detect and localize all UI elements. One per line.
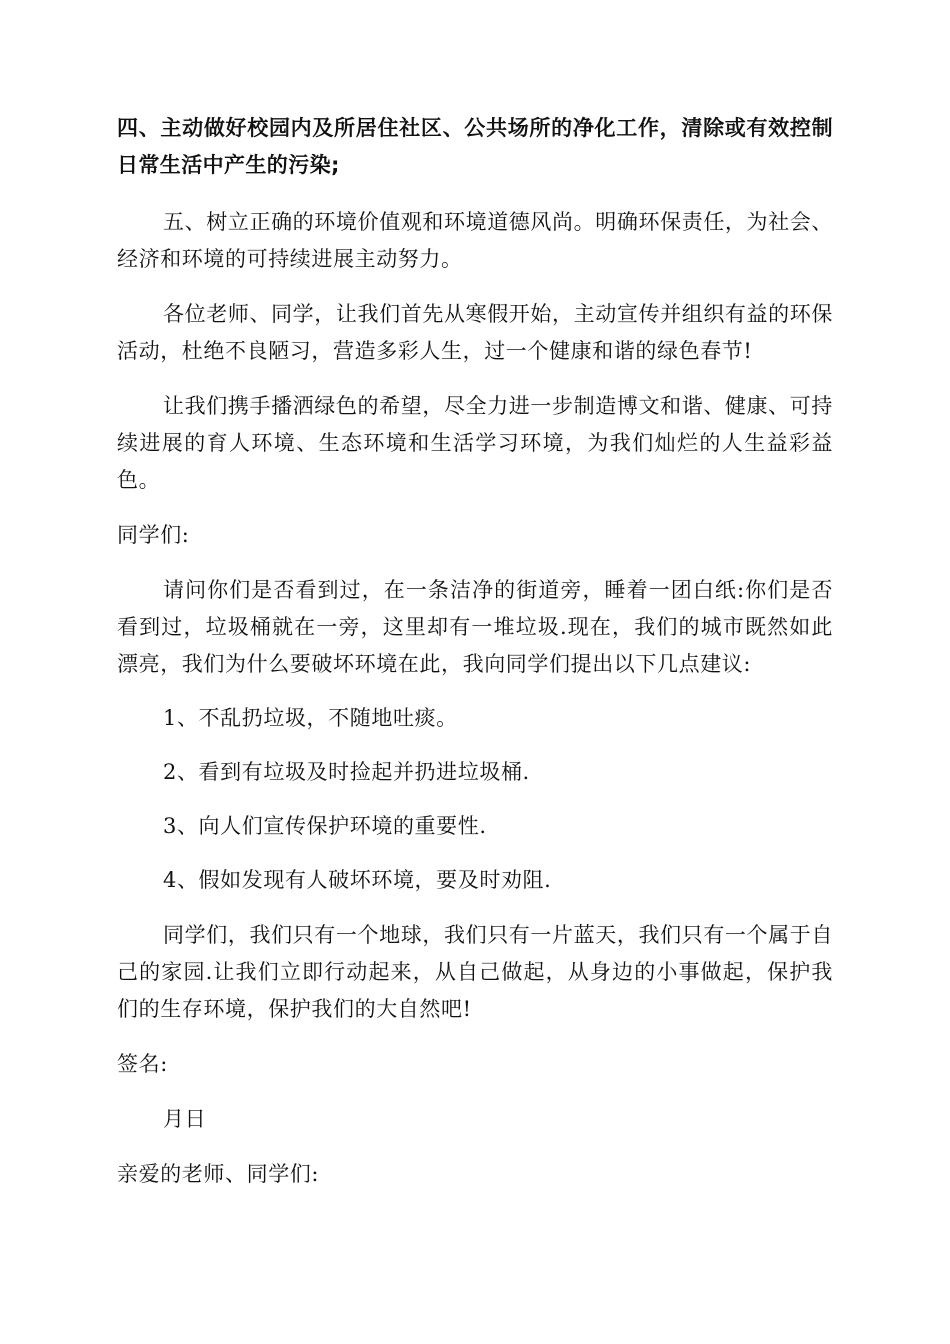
- closing-paragraph: 让我们携手播洒绿色的希望，尽全力进一步制造博文和谐、健康、可持续进展的育人环境、生态环境和生活学习环境，为我们灿烂的人生益彩益色。: [117, 394, 833, 492]
- suggestion-item: 2、看到有垃圾及时捡起并扔进垃圾桶.: [163, 760, 530, 784]
- signature-label: 签名:: [117, 1052, 168, 1076]
- appeal-paragraph: 各位老师、同学，让我们首先从寒假开始，主动宣传并组织有益的环保活动，杜绝不良陋习，营造多彩人生，过一个健康和谐的绿色春节!: [117, 302, 833, 363]
- point-5-paragraph: 五、树立正确的环境价值观和环境道德风尚。明确环保责任，为社会、经济和环境的可持续进展主动努力。: [117, 210, 833, 271]
- document-page: [117, 110, 833, 1193]
- next-greeting-line: 亲爱的老师、同学们:: [117, 1162, 320, 1186]
- suggestion-item: 3、向人们宣传保护环境的重要性.: [163, 814, 487, 838]
- greeting-line: 同学们:: [117, 523, 190, 547]
- intro-paragraph: 请问你们是否看到过，在一条洁净的街道旁，睡着一团白纸:你们是否看到过，垃圾桶就在一旁，这里却有一堆垃圾.现在，我们的城市既然如此漂亮，我们为什么要破坏环境在此，我向同学们提出以下几点建议:: [117, 578, 833, 676]
- suggestion-item: 4、假如发现有人破坏环境，要及时劝阻.: [163, 868, 552, 892]
- point-4-heading: 四、主动做好校园内及所居住社区、公共场所的净化工作，清除或有效控制日常生活中产生的污染;: [117, 116, 833, 177]
- conclusion-paragraph: 同学们，我们只有一个地球，我们只有一片蓝天，我们只有一个属于自己的家园.让我们立即行动起来，从自己做起，从身边的小事做起，保护我们的生存环境，保护我们的大自然吧!: [117, 923, 833, 1021]
- date-label: 月日: [163, 1107, 207, 1131]
- suggestion-item: 1、不乱扔垃圾，不随地吐痰。: [163, 706, 458, 730]
